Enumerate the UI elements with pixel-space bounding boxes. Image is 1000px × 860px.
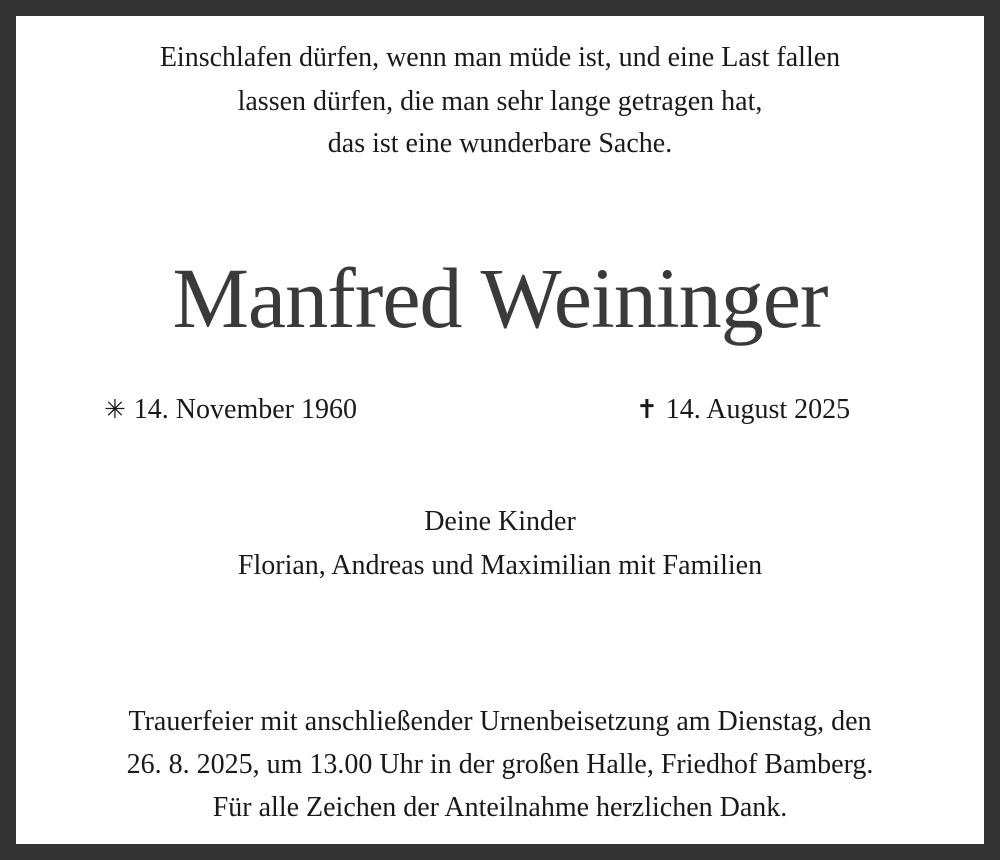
birth-date: 14. November 1960 xyxy=(133,394,357,425)
quote-line: das ist eine wunderbare Sache. xyxy=(327,128,673,159)
family-heading: Deine Kinder xyxy=(424,506,576,537)
family-names: Florian, Andreas und Maximilian mit Familien xyxy=(237,550,763,581)
death-cross-icon: ✝ xyxy=(636,395,658,425)
notice-line: Trauerfeier mit anschließender Urnenbeisetzung am Dienstag, den xyxy=(128,706,872,737)
quote-line: Einschlafen dürfen, wenn man müde ist, und eine Last fallen xyxy=(159,42,841,73)
birth-star-icon: ✳ xyxy=(104,395,126,425)
death-date-group xyxy=(636,394,850,426)
notice-line: 26. 8. 2025, um 13.00 Uhr in der großen Halle, Friedhof Bamberg. xyxy=(126,749,874,780)
notice-line: Für alle Zeichen der Anteilnahme herzlichen Dank. xyxy=(212,792,788,823)
death-date: 14. August 2025 xyxy=(665,394,851,425)
obituary-card xyxy=(16,16,984,844)
quote-line: lassen dürfen, die man sehr lange getragen hat, xyxy=(237,86,763,117)
birth-date-group xyxy=(104,394,357,426)
deceased-name: Manfred Weininger xyxy=(172,250,828,346)
